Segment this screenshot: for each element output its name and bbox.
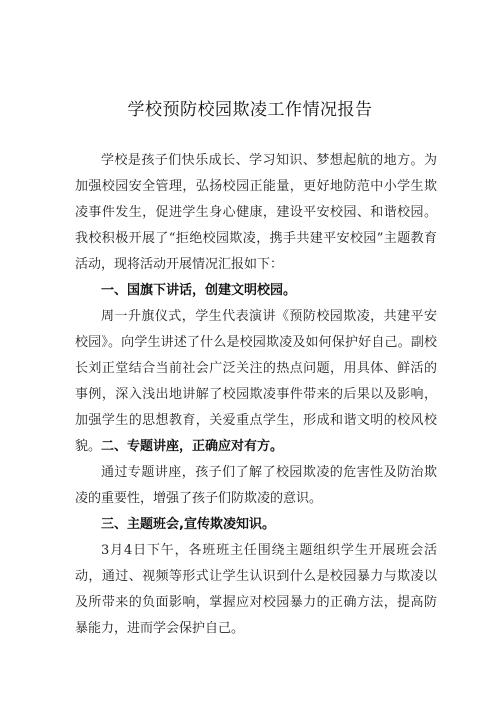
section-body-1: 周一升旗仪式，学生代表演讲《预防校园欺凌，共建平安校园》。向学生讲述了什么是校园欺凌及如何保护好自己。副校长刘正堂结合当前社会广泛关注的热点问题，用具体、鲜活的事例，深入浅出地讲解了校园欺凌事件带来的后果以及影响，加强学生的思想教育，关爱重点学生，形成和谐文明的校风校貌。 <box>75 309 437 454</box>
section-body-3: 3月4日下午，各班班主任围绕主题组织学生开展班会活动，通过、视频等形式让学生认识到什么是校园暴力与欺凌以及所带来的负面影响，掌握应对校园暴力的正确方法，提高防暴能力，进而学会保护自己。 <box>75 543 437 636</box>
document-title: 学校预防校园欺凌工作情况报告 <box>127 100 373 120</box>
intro-paragraph: 学校是孩子们快乐成长、学习知识、梦想起航的地方。为加强校园安全管理，弘扬校园正能量，更好地防范中小学生欺凌事件发生，促进学生身心健康，建设平安校园、和谐校园。我校积极开展了“拒绝校园欺凌，携手共建平安校园”主题教育活动，现将活动开展情况汇报如下： <box>75 153 437 272</box>
section-heading-3: 三、主题班会,宣传欺凌知识。 <box>101 517 275 532</box>
section-heading-1: 一、国旗下讲话，创建文明校园。 <box>101 283 297 298</box>
section-heading-2: 二、专题讲座，正确应对有方。 <box>101 439 284 454</box>
section-body-2: 通过专题讲座，孩子们了解了校园欺凌的危害性及防治欺凌的重要性，增强了孩子们防欺凌的意识。 <box>75 465 437 506</box>
